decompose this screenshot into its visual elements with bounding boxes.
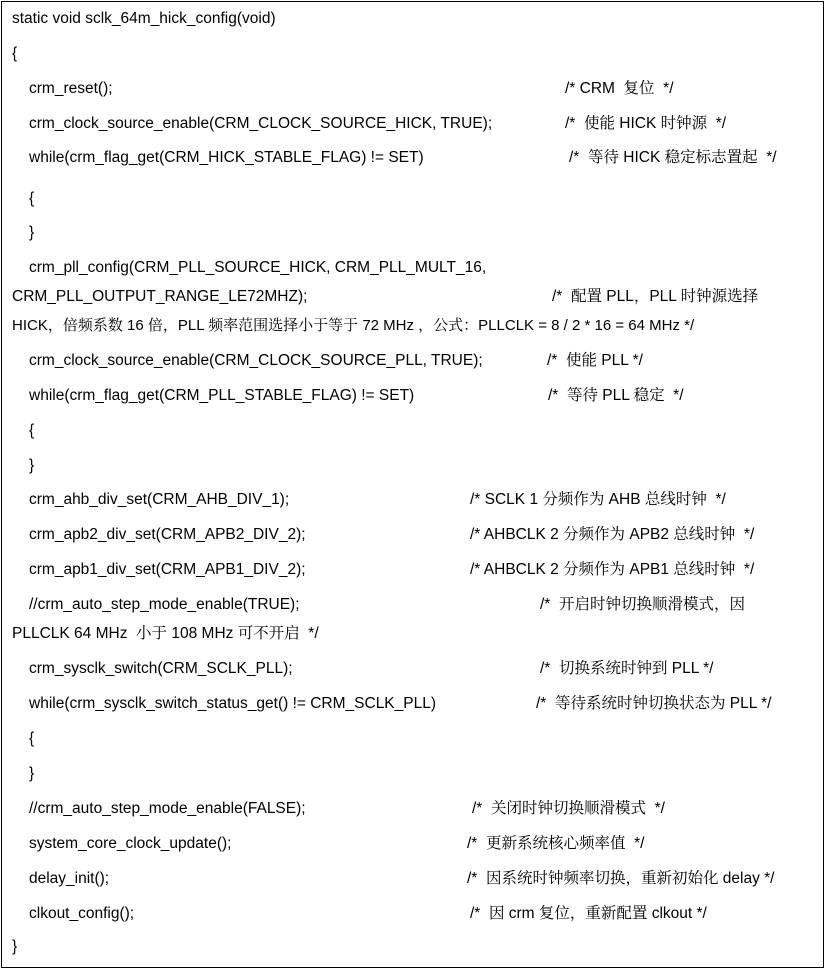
code-comment: /* 开启时钟切换顺滑模式，因 <box>540 596 745 613</box>
function-signature: static void sclk_64m_hick_config(void) <box>12 10 276 27</box>
code-line: crm_clock_source_enable(CRM_CLOCK_SOURCE_HICK, TRUE); <box>29 115 493 132</box>
code-comment: /* SCLK 1 分频作为 AHB 总线时钟 */ <box>470 491 726 508</box>
code-comment: /* AHBCLK 2 分频作为 APB1 总线时钟 */ <box>470 561 755 578</box>
close-brace: } <box>29 224 35 241</box>
open-brace: { <box>29 730 35 747</box>
code-line: crm_apb1_div_set(CRM_APB1_DIV_2); <box>29 561 306 578</box>
code-comment: /* 等待 HICK 稳定标志置起 */ <box>569 149 777 166</box>
code-comment: /* 使能 HICK 时钟源 */ <box>565 115 727 132</box>
code-line: crm_sysclk_switch(CRM_SCLK_PLL); <box>29 660 293 677</box>
code-comment: /* 更新系统核心频率值 */ <box>467 835 645 852</box>
code-block-frame <box>1 1 824 968</box>
code-comment: /* CRM 复位 */ <box>565 80 674 97</box>
code-line: while(crm_sysclk_switch_status_get() != CRM_SCLK_PLL) <box>29 695 437 712</box>
code-comment: /* 关闭时钟切换顺滑模式 */ <box>472 800 665 817</box>
code-line: system_core_clock_update(); <box>29 835 232 852</box>
open-brace: { <box>29 422 35 439</box>
code-comment: /* 因系统时钟频率切换，重新初始化 delay */ <box>467 870 775 887</box>
code-comment: /* 切换系统时钟到 PLL */ <box>540 660 714 677</box>
close-brace: } <box>12 938 18 955</box>
code-line: crm_apb2_div_set(CRM_APB2_DIV_2); <box>29 526 306 543</box>
code-comment: /* 使能 PLL */ <box>547 352 643 369</box>
code-comment-continuation: HICK，倍频系数 16 倍，PLL 频率范围选择小于等于 72 MHz ，公式：PLLCLK = 8 / 2 * 16 = 64 MHz */ <box>12 317 695 334</box>
code-line: //crm_auto_step_mode_enable(TRUE); <box>29 596 300 613</box>
code-comment: /* 等待 PLL 稳定 */ <box>548 387 684 404</box>
code-line: crm_ahb_div_set(CRM_AHB_DIV_1); <box>29 491 290 508</box>
code-line: CRM_PLL_OUTPUT_RANGE_LE72MHZ); <box>12 288 308 305</box>
code-line: delay_init(); <box>29 870 110 887</box>
code-comment: /* 配置 PLL，PLL 时钟源选择 <box>552 288 759 305</box>
close-brace: } <box>29 457 35 474</box>
code-line: while(crm_flag_get(CRM_HICK_STABLE_FLAG) != SET) <box>29 149 424 166</box>
code-line: clkout_config(); <box>29 905 135 922</box>
code-comment-continuation: PLLCLK 64 MHz 小于 108 MHz 可不开启 */ <box>12 625 319 642</box>
code-line: crm_pll_config(CRM_PLL_SOURCE_HICK, CRM_PLL_MULT_16, <box>29 259 487 276</box>
close-brace: } <box>29 765 35 782</box>
code-line: crm_reset(); <box>29 80 113 97</box>
code-line: crm_clock_source_enable(CRM_CLOCK_SOURCE_PLL, TRUE); <box>29 352 483 369</box>
open-brace: { <box>29 190 35 207</box>
code-comment: /* AHBCLK 2 分频作为 APB2 总线时钟 */ <box>470 526 755 543</box>
code-line: while(crm_flag_get(CRM_PLL_STABLE_FLAG) != SET) <box>29 387 415 404</box>
code-comment: /* 等待系统时钟切换状态为 PLL */ <box>536 695 772 712</box>
code-line: //crm_auto_step_mode_enable(FALSE); <box>29 800 306 817</box>
code-comment: /* 因 crm 复位，重新配置 clkout */ <box>470 905 707 922</box>
open-brace: { <box>12 45 18 62</box>
